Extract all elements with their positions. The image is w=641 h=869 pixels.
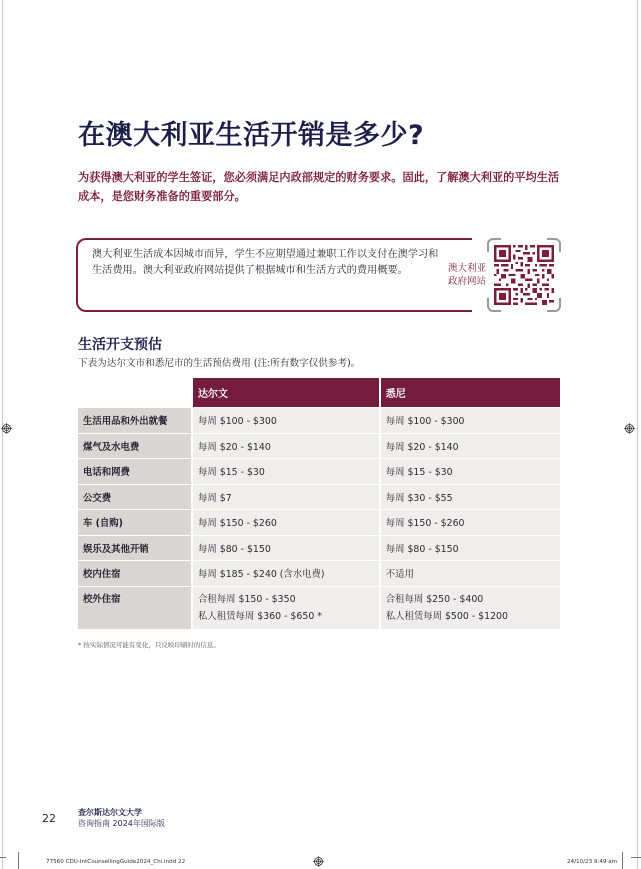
sydney-cost	[380, 586, 560, 629]
registration-mark-icon	[1, 423, 12, 434]
crop-mark	[0, 857, 6, 858]
row-category: 电话和网费	[78, 459, 192, 485]
crop-mark	[631, 857, 641, 858]
darwin-cost: 每周 $15 - $30	[192, 459, 380, 485]
table-row	[78, 561, 560, 587]
table-row	[78, 433, 560, 459]
cost-table	[78, 378, 560, 629]
darwin-cost: 每周 $7	[192, 484, 380, 510]
qr-caption: 澳大利亚政府网站	[447, 263, 486, 287]
table-header-sydney: 悉尼	[380, 378, 560, 408]
row-category: 车 (自购)	[78, 510, 192, 536]
qr-code-frame[interactable]	[487, 238, 561, 312]
row-category: 娱乐及其他开销	[78, 535, 192, 561]
darwin-cost-shared: 合租每周 $150 - $350	[198, 593, 296, 605]
sydney-cost: 不适用	[380, 561, 560, 587]
footnote: * 按实际情况可能有变化，只反映印刷时的信息。	[78, 641, 220, 649]
callout-text: 澳大利亚生活成本因城市而异，学生不应期望通过兼职工作以支付在澳学习和生活费用。澳大利亚政府网站提供了根据城市和生活方式的费用概要。	[92, 249, 439, 276]
intro-paragraph: 为获得澳大利亚的学生签证，您必须满足内政部规定的财务要求。固此，了解澳大利亚的平均生活成本，是您财务准备的重要部分。	[78, 171, 560, 203]
row-category: 校外住宿	[78, 586, 192, 629]
print-slug-file: 77560 CDU-IntCounsellingGuide2024_Chi.indd 22	[46, 859, 186, 865]
sydney-cost: 每周 $30 - $55	[380, 484, 560, 510]
row-category: 煤气及水电费	[78, 433, 192, 459]
sydney-cost: 每周 $20 - $140	[380, 433, 560, 459]
table-row	[78, 510, 560, 536]
darwin-cost: 每周 $150 - $260	[192, 510, 380, 536]
sydney-cost: 每周 $150 - $260	[380, 510, 560, 536]
footer-university: 查尔斯达尔文大学	[78, 808, 142, 817]
darwin-cost: 每周 $100 - $300	[192, 408, 380, 434]
registration-mark-icon	[313, 856, 324, 867]
page-title: 在澳大利亚生活开销是多少?	[78, 120, 425, 151]
callout-border-bottom	[450, 310, 472, 312]
table-row	[78, 484, 560, 510]
footer-guide-title: 咨询指南 2024年国际版	[78, 819, 165, 828]
callout-border-top	[450, 238, 472, 240]
sydney-cost: 每周 $80 - $150	[380, 535, 560, 561]
table-header-blank	[78, 378, 192, 408]
page-edge-left	[2, 0, 3, 869]
print-slug-date: 24/10/23 9:49 am	[567, 859, 618, 865]
sydney-cost-shared: 合租每周 $250 - $400	[385, 593, 484, 605]
section-subtitle: 下表为达尔文市和悉尼市的生活预估费用 (注:所有数字仅供参考)。	[78, 358, 361, 369]
row-category: 公交费	[78, 484, 192, 510]
table-row	[78, 408, 560, 434]
table-row	[78, 459, 560, 485]
sydney-cost: 每周 $15 - $30	[380, 459, 560, 485]
section-heading: 生活开支预估	[78, 337, 162, 353]
registration-mark-icon	[624, 423, 635, 434]
sydney-cost: 每周 $100 - $300	[380, 408, 560, 434]
table-header-row	[78, 378, 560, 408]
darwin-cost: 每周 $185 - $240 (含水电费)	[192, 561, 380, 587]
crop-mark	[18, 852, 19, 869]
crop-mark	[622, 852, 623, 869]
darwin-cost-private: 私人租赁每周 $360 - $650 *	[198, 610, 322, 622]
row-category: 生活用品和外出就餐	[78, 408, 192, 434]
table-row	[78, 586, 560, 629]
page-edge-right	[637, 0, 638, 869]
darwin-cost	[192, 586, 380, 629]
qr-code-icon	[494, 245, 554, 305]
table-row	[78, 535, 560, 561]
page-number: 22	[42, 812, 56, 825]
table-header-darwin: 达尔文	[192, 378, 380, 408]
darwin-cost: 每周 $80 - $150	[192, 535, 380, 561]
row-category: 校内住宿	[78, 561, 192, 587]
sydney-cost-private: 私人租赁每周 $500 - $1200	[385, 610, 508, 622]
darwin-cost: 每周 $20 - $140	[192, 433, 380, 459]
